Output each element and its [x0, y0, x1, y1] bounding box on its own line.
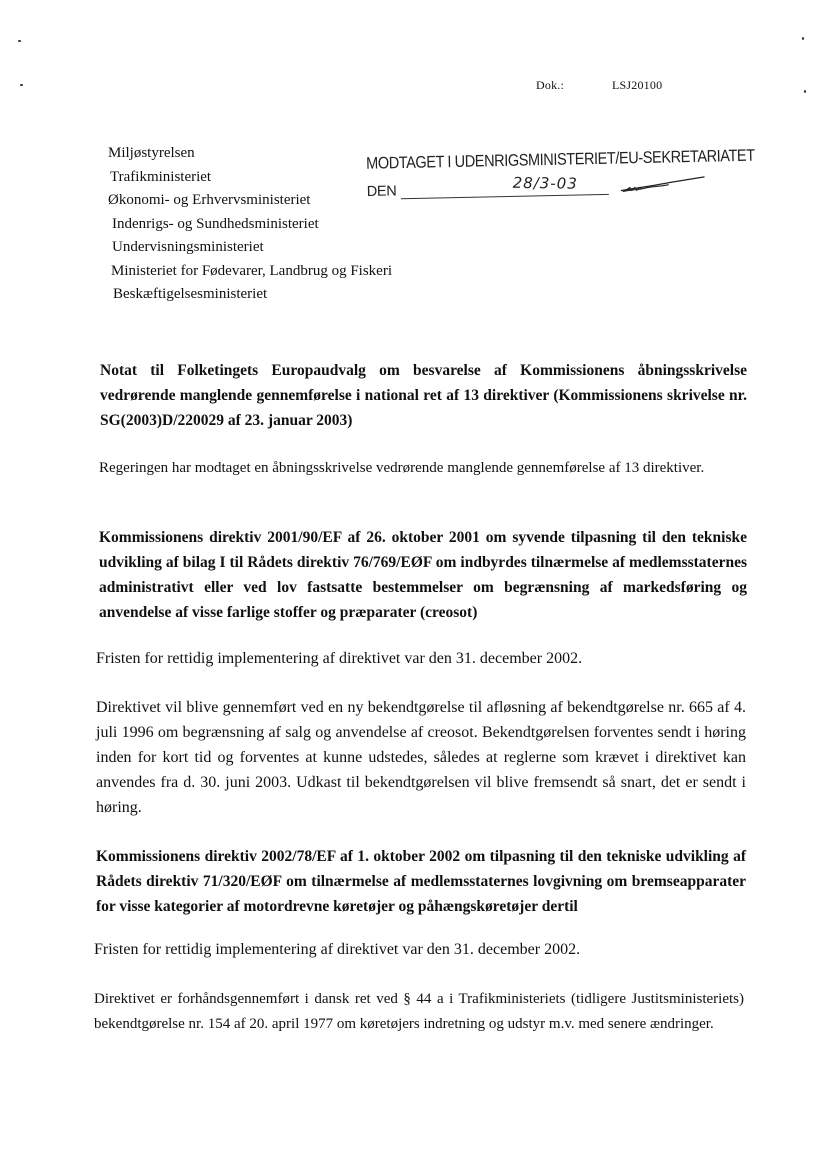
scan-speck: [20, 84, 23, 86]
notat-title: Notat til Folketingets Europaudvalg om besvarelse af Kommissionens åbningsskrivelse vedrørende manglende gennemførelse i national ret af 13 direktiver (Kommissionens skrivelse nr. SG(2003)D/220029 af 23. januar 2003): [100, 362, 747, 429]
section-heading: Kommissionens direktiv 2001/90/EF af 26. oktober 2001 om syvende tilpasning til den tekniske udvikling af bilag I til Rådets direktiv 76/769/EØF om indbyrdes tilnærmelse af medlemsstaternes administrativt eller ved lov fastsatte bestemmelser om begrænsning af markedsføring og anvendelse af visse farlige stoffer og præparater (creosot): [99, 529, 747, 621]
signature-scribble: [619, 175, 709, 195]
stamp-date-line: [401, 194, 609, 199]
recipient-list: [108, 142, 392, 307]
section-creosot-deadline-block: [96, 646, 746, 671]
recipient: Trafikministeriet: [110, 168, 212, 185]
section-creosot: [99, 525, 747, 625]
section-body: Direktivet er forhåndsgennemført i dansk ret ved § 44 a i Trafikministeriets (tidligere Justitsministeriets) bekendtgørelse nr. 154 af 20. april 1977 om køretøjers indretning og udstyr m.v. med senere ændringer.: [94, 991, 744, 1032]
intro-block: [99, 456, 747, 481]
section-deadline: Fristen for rettidig implementering af direktivet var den 31. december 2002.: [96, 650, 583, 667]
document-reference-label: Dok.:: [536, 78, 564, 92]
section-bremse: [96, 844, 746, 919]
section-creosot-body-block: [96, 695, 746, 820]
scan-speck: [802, 37, 804, 40]
section-body: Direktivet vil blive gennemført ved en ny bekendtgørelse til afløsning af bekendtgørelse nr. 665 af 4. juli 1996 om begrænsning af salg og anvendelse af creosot. Bekendtgørelsen forventes sendt i høring inden for kort tid og forventes at kunne udstedes, således at reglerne som krævet i direktivet kan anvendes fra d. 30. juni 2003. Udkast til bekendtgørelsen vil blive fremsendt så snart, det er sendt i høring.: [96, 699, 746, 816]
recipient: Indenrigs- og Sundhedsministeriet: [112, 215, 319, 232]
document-reference-value: LSJ20100: [612, 78, 663, 92]
section-bremse-deadline-block: [94, 937, 744, 962]
recipient: Beskæftigelsesministeriet: [113, 286, 268, 302]
recipient: Økonomi- og Erhvervsministeriet: [108, 192, 311, 208]
section-heading: Kommissionens direktiv 2002/78/EF af 1. oktober 2002 om tilpasning til den tekniske udvikling af Rådets direktiv 71/320/EØF om tilnærmelse af medlemsstaternes lovgivning om bremseapparater for visse kategorier af motordrevne køretøjer og påhængskøretøjer dertil: [96, 848, 746, 915]
notat-title-block: [100, 358, 747, 433]
recipient: Undervisningsministeriet: [112, 239, 264, 255]
stamp-title: MODTAGET I UDENRIGSMINISTERIET/EU-SEKRETARIATET: [366, 146, 755, 174]
document-reference: [536, 78, 662, 93]
recipient: Ministeriet for Fødevarer, Landbrug og Fiskeri: [111, 262, 393, 279]
intro-paragraph: Regeringen har modtaget en åbningsskrivelse vedrørende manglende gennemførelse af 13 direktiver.: [99, 460, 705, 476]
section-bremse-body-block: [94, 987, 744, 1037]
scan-speck: [804, 90, 806, 93]
section-deadline: Fristen for rettidig implementering af direktivet var den 31. december 2002.: [94, 941, 581, 958]
received-stamp: [366, 147, 767, 202]
recipient: Miljøstyrelsen: [108, 145, 195, 161]
stamp-date-row: [367, 172, 767, 202]
stamp-date-value: 28/3-03: [512, 173, 578, 193]
scan-speck: [18, 40, 21, 42]
stamp-date-label: DEN: [366, 183, 397, 200]
